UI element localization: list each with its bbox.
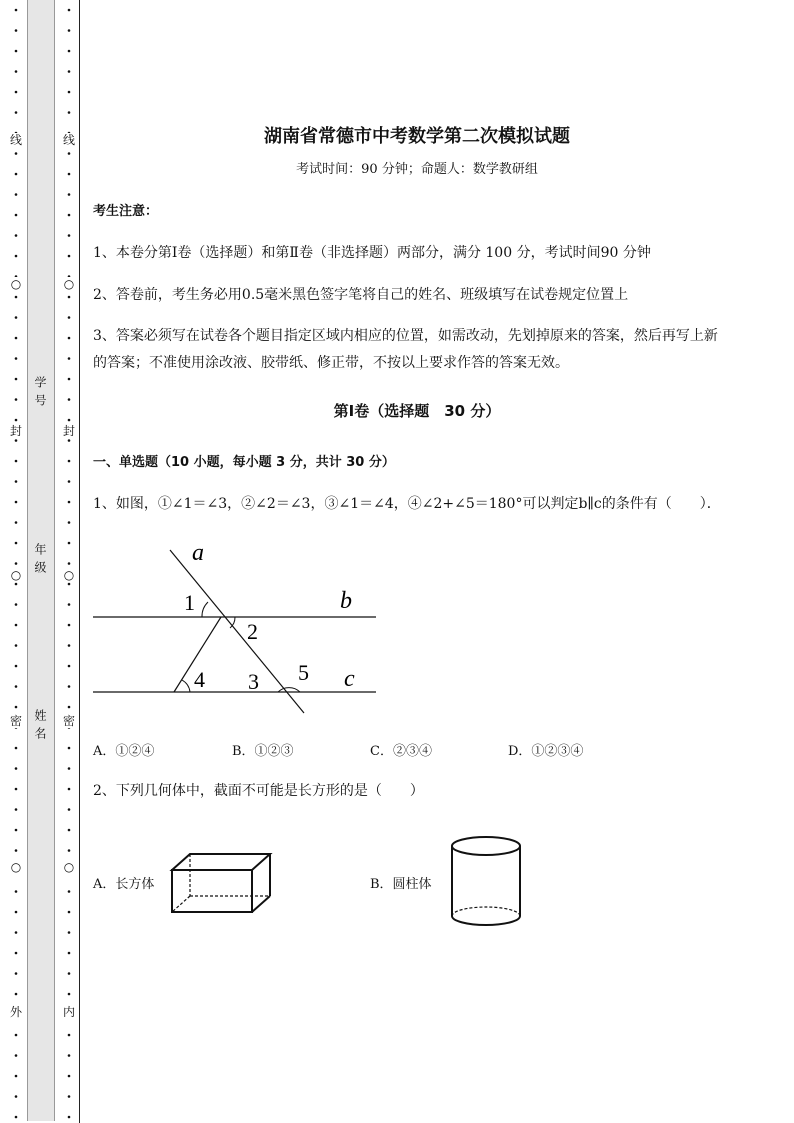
angle-arc-3-5 <box>278 688 300 692</box>
notice-item: 3、答案必须写在试卷各个题目指定区域内相应的位置，如需改动，先划掉原来的答案，然后再写上新 <box>93 328 718 344</box>
binding-dot <box>68 890 71 893</box>
binding-dot <box>15 829 18 832</box>
label-5: 5 <box>298 660 309 685</box>
binding-dot <box>15 316 18 319</box>
binding-dot <box>68 767 71 770</box>
binding-dot <box>15 152 18 155</box>
q2-option-a: A．长方体 <box>93 877 155 892</box>
q1-option-d: D．①②③④ <box>508 744 584 759</box>
binding-dot <box>68 111 71 114</box>
binding-dot <box>68 542 71 545</box>
inner-label-inside: 内 <box>62 1005 75 1019</box>
binding-dot <box>68 644 71 647</box>
binding-dot <box>68 152 71 155</box>
binding-dot <box>68 747 71 750</box>
binding-dot <box>15 1054 18 1057</box>
binding-dot <box>15 398 18 401</box>
inner-label-circle: ○ <box>63 568 75 582</box>
binding-dot <box>15 111 18 114</box>
grade-field-label: 年级 <box>33 543 47 579</box>
binding-dot <box>68 1075 71 1078</box>
binding-dot <box>15 480 18 483</box>
binding-dot <box>68 50 71 53</box>
binding-dot <box>68 931 71 934</box>
label-1: 1 <box>184 590 195 615</box>
outer-label-outside: 外 <box>9 1005 22 1019</box>
binding-dot <box>15 890 18 893</box>
binding-dot <box>15 685 18 688</box>
binding-dot <box>68 849 71 852</box>
binding-dot <box>15 542 18 545</box>
binding-dot <box>68 583 71 586</box>
inner-label-line: 线 <box>62 133 75 147</box>
binding-dot <box>15 70 18 73</box>
binding-dot <box>15 603 18 606</box>
binding-dot <box>15 706 18 709</box>
student-id-field-label: 学号 <box>33 376 47 412</box>
binding-dot <box>68 460 71 463</box>
binding-dot <box>68 665 71 668</box>
binding-dot <box>68 193 71 196</box>
binding-dot <box>68 1054 71 1057</box>
binding-dot <box>68 29 71 32</box>
binding-dot <box>68 296 71 299</box>
binding-dot <box>15 767 18 770</box>
binding-dot <box>68 829 71 832</box>
binding-dot <box>15 521 18 524</box>
label-b: b <box>340 588 352 614</box>
label-2: 2 <box>247 619 258 644</box>
binding-dot <box>68 706 71 709</box>
label-a: a <box>192 540 204 566</box>
label-c: c <box>344 666 355 692</box>
q2-option-b: B．圆柱体 <box>370 877 432 892</box>
binding-dot <box>68 398 71 401</box>
binding-dot <box>68 1095 71 1098</box>
binding-dot <box>15 624 18 627</box>
binding-dot <box>15 337 18 340</box>
binding-dot <box>68 1116 71 1119</box>
binding-dot <box>68 562 71 565</box>
binding-dot <box>15 193 18 196</box>
binding-dot <box>68 808 71 811</box>
binding-dot <box>15 50 18 53</box>
question-2-stem: 2、下列几何体中，截面不可能是长方形的是（ ） <box>93 783 424 799</box>
binding-dot <box>15 501 18 504</box>
exam-subtitle: 考试时间：90 分钟；命题人：数学教研组 <box>296 162 538 177</box>
binding-dot <box>15 9 18 12</box>
binding-border-line <box>79 0 80 1123</box>
angle-arc-1 <box>202 602 208 617</box>
binding-dot <box>68 788 71 791</box>
q1-option-a: A．①②④ <box>93 744 155 759</box>
outer-label-circle: ○ <box>10 860 22 874</box>
binding-dot <box>15 419 18 422</box>
notice-item: 2、答卷前，考生务必用0.5毫米黑色签字笔将自己的姓名、班级填写在试卷规定位置上 <box>93 287 629 303</box>
binding-dot <box>68 337 71 340</box>
binding-dot <box>68 419 71 422</box>
binding-dot <box>68 91 71 94</box>
binding-dot <box>15 234 18 237</box>
binding-dot <box>15 562 18 565</box>
binding-dot <box>68 952 71 955</box>
binding-dot <box>68 624 71 627</box>
binding-dot <box>15 29 18 32</box>
binding-dot <box>15 296 18 299</box>
binding-dot <box>68 685 71 688</box>
binding-dot <box>15 644 18 647</box>
cuboid-figure <box>168 850 276 916</box>
inner-label-secret: 密 <box>62 714 75 728</box>
inner-label-circle: ○ <box>63 277 75 291</box>
binding-dot <box>15 378 18 381</box>
binding-dot <box>15 1116 18 1119</box>
inner-label-circle: ○ <box>63 860 75 874</box>
binding-dot <box>68 378 71 381</box>
binding-dot <box>15 972 18 975</box>
binding-dot <box>15 173 18 176</box>
section-title: 第Ⅰ卷（选择题 30 分） <box>333 402 501 420</box>
binding-dot <box>15 747 18 750</box>
binding-dot <box>68 603 71 606</box>
binding-dot <box>15 214 18 217</box>
name-field-label: 姓名 <box>33 709 47 745</box>
binding-dot <box>15 911 18 914</box>
binding-dot <box>68 480 71 483</box>
binding-dot <box>15 931 18 934</box>
binding-dot <box>15 1095 18 1098</box>
label-4: 4 <box>194 667 205 692</box>
binding-dot <box>68 972 71 975</box>
binding-dot <box>68 357 71 360</box>
exam-title: 湖南省常德市中考数学第二次模拟试题 <box>264 126 570 147</box>
question-1-figure <box>88 530 388 720</box>
q1-option-c: C．②③④ <box>370 744 432 759</box>
inner-dot-column <box>61 0 77 1123</box>
q1-option-b: B．①②③ <box>232 744 294 759</box>
binding-dot <box>68 501 71 504</box>
binding-dot <box>68 9 71 12</box>
binding-dot <box>15 952 18 955</box>
inner-label-seal: 封 <box>62 424 75 438</box>
binding-dot <box>15 1034 18 1037</box>
binding-dot <box>15 808 18 811</box>
binding-dot <box>15 583 18 586</box>
part-heading: 一、单选题（10 小题，每小题 3 分，共计 30 分） <box>93 455 395 470</box>
binding-dot <box>15 993 18 996</box>
outer-label-seal: 封 <box>9 424 22 438</box>
binding-dot <box>68 173 71 176</box>
notice-heading: 考生注意： <box>93 204 159 219</box>
binding-dot <box>15 357 18 360</box>
binding-dot <box>68 1034 71 1037</box>
outer-label-circle: ○ <box>10 277 22 291</box>
binding-dot <box>15 849 18 852</box>
outer-label-line: 线 <box>9 133 22 147</box>
binding-dot <box>68 993 71 996</box>
binding-dot <box>68 521 71 524</box>
binding-dot <box>15 788 18 791</box>
notice-item: 1、本卷分第Ⅰ卷（选择题）和第Ⅱ卷（非选择题）两部分，满分 100 分，考试时间90 分钟 <box>93 245 651 261</box>
outer-label-circle: ○ <box>10 568 22 582</box>
notice-item: 的答案；不准使用涂改液、胶带纸、修正带，不按以上要求作答的答案无效。 <box>93 355 569 371</box>
binding-dot <box>68 255 71 258</box>
cylinder-figure <box>448 834 524 930</box>
binding-dot <box>68 316 71 319</box>
label-3: 3 <box>248 669 259 694</box>
question-1-stem: 1、如图，①∠1＝∠3，②∠2＝∠3，③∠1＝∠4，④∠2+∠5＝180°可以判定b∥c的条件有（ ）． <box>93 496 721 512</box>
binding-dot <box>68 70 71 73</box>
binding-dot <box>68 214 71 217</box>
outer-label-secret: 密 <box>9 714 22 728</box>
binding-dot <box>15 255 18 258</box>
binding-dot <box>15 460 18 463</box>
binding-dot <box>68 234 71 237</box>
angle-arc-4 <box>182 680 190 692</box>
binding-dot <box>15 91 18 94</box>
binding-dot <box>15 439 18 442</box>
binding-dot <box>68 439 71 442</box>
outer-dot-column <box>8 0 24 1123</box>
binding-dot <box>15 665 18 668</box>
binding-dot <box>15 1075 18 1078</box>
binding-dot <box>68 911 71 914</box>
